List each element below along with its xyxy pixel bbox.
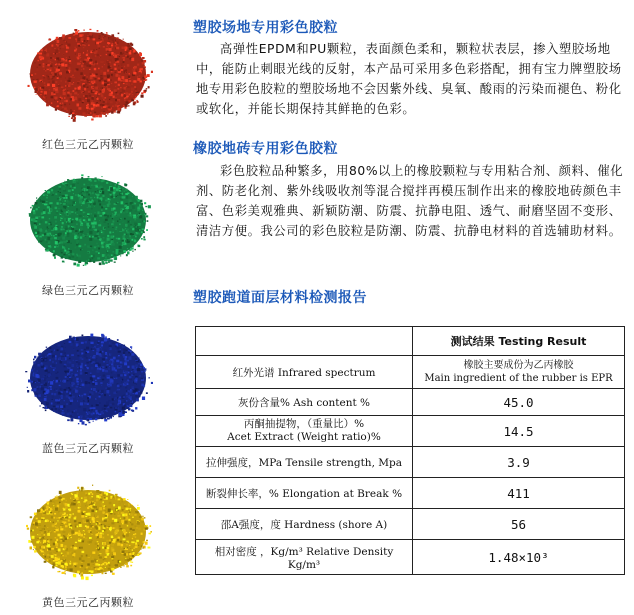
table-header-empty [196,327,413,356]
product-yellow [8,468,168,610]
row-label: 拉伸强度，MPa Tensile strength, Mpa [196,447,413,478]
test-report-table [195,326,625,575]
product-caption: 红色三元乙丙颗粒 [42,138,134,151]
row-label: 邵A强度，度 Hardness (shore A) [196,509,413,540]
row-label: 灰份含量% Ash content % [196,389,413,416]
granule-pile-icon [8,156,168,278]
section-title: 塑胶跑道面层材料检测报告 [193,290,367,306]
row-value: 411 [413,478,625,509]
table-row [196,478,625,509]
table-row [196,389,625,416]
row-label: 红外光谱 Infrared spectrum [196,356,413,389]
table-row [196,447,625,478]
section-body: 彩色胶粒品种繁多，用80%以上的橡胶颗粒与专用粘合剂、颜料、催化剂、防老化剂、紫外线吸收剂等混合搅拌再模压制作出来的橡胶地砖颜色丰富、色彩美观雅典、新颖防潮、防震、抗静电阻、透气、耐磨坚固不变形、清洁方便。我公司的彩色胶粒是防潮、防震、抗静电材料的首选辅助材料。 [196,164,624,238]
granule-pile-icon [8,468,168,590]
red-granules-image [8,10,168,132]
product-caption: 黄色三元乙丙颗粒 [42,596,134,609]
table-row [196,356,625,389]
product-green [8,156,168,298]
product-caption: 蓝色三元乙丙颗粒 [42,442,134,455]
row-label-line: 丙酮抽提物，（重量比）% [243,418,365,430]
section-title: 橡胶地砖专用彩色胶粒 [193,141,338,157]
row-label: 断裂伸长率，% Elongation at Break % [196,478,413,509]
granule-pile-icon [8,314,168,436]
row-label [196,416,413,447]
section-body: 高弹性EPDM和PU颗粒，表面颜色柔和，颗粒状表层，掺入塑胶场地中，能防止刺眼光线的反射，本产品可采用多色彩搭配，拥有宝力牌塑胶场地专用彩色胶粒的塑胶场地不会因紫外线、臭氧、酸雨的污染而褪色、粉化或软化，并能长期保持其鲜艳的色彩。 [196,42,622,116]
row-value: 56 [413,509,625,540]
row-value: 1.48×10³ [413,540,625,575]
yellow-granules-image [8,468,168,590]
section-title: 塑胶场地专用彩色胶粒 [193,20,338,36]
product-red [8,10,168,152]
row-value: 14.5 [413,416,625,447]
table-row [196,540,625,575]
row-value-line: Main ingredient of the rubber is EPR [424,373,613,384]
table-row [196,416,625,447]
row-value: 3.9 [413,447,625,478]
table-header-row [196,327,625,356]
product-caption: 绿色三元乙丙颗粒 [42,284,134,297]
row-value-line: 橡胶主要成份为乙丙橡胶 [463,360,574,371]
green-granules-image [8,156,168,278]
granule-pile-icon [8,10,168,132]
row-value: 45.0 [413,389,625,416]
row-value [413,356,625,389]
row-label: 相对密度 ，Kg/m³ Relative Density Kg/m³ [196,540,413,575]
table-row [196,509,625,540]
table-header: 测试结果 Testing Result [413,327,625,356]
blue-granules-image [8,314,168,436]
product-blue [8,314,168,456]
row-label-line: Acet Extract (Weight ratio)% [227,431,381,443]
